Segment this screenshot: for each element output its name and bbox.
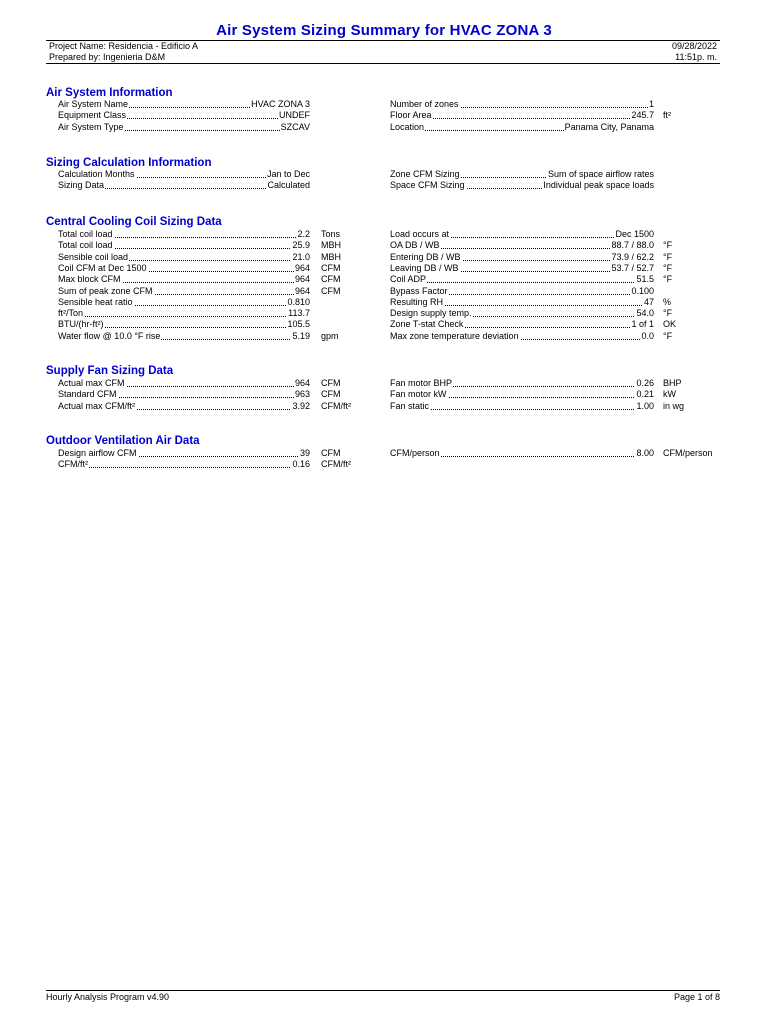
row-label: OA DB / WB xyxy=(390,240,440,251)
row-value: Panama City, Panama xyxy=(564,121,654,132)
data-row xyxy=(390,286,654,297)
row-unit: °F xyxy=(663,330,673,341)
row-value: UNDEF xyxy=(279,110,310,121)
report-title: Air System Sizing Summary for HVAC ZONA 3 xyxy=(216,22,552,39)
leader-dots xyxy=(58,467,310,468)
row-unit: MBH xyxy=(321,251,341,262)
row-value: 39 xyxy=(299,448,310,458)
row-unit: ft² xyxy=(663,110,671,121)
row-label: Equipment Class xyxy=(58,110,127,121)
row-value: 113.7 xyxy=(288,308,310,319)
data-row xyxy=(390,274,654,285)
row-label: Load occurs at xyxy=(390,229,450,239)
section-heading-sizing-calc: Sizing Calculation Information xyxy=(46,157,212,169)
data-row xyxy=(390,319,654,330)
row-label: Coil CFM at Dec 1500 xyxy=(58,262,147,273)
data-row xyxy=(390,240,654,251)
row-unit: CFM xyxy=(321,378,341,388)
data-row xyxy=(58,448,310,459)
row-value: 21.0 xyxy=(292,251,310,262)
row-label: Max zone temperature deviation xyxy=(390,330,519,341)
row-label: Floor Area xyxy=(390,110,432,121)
row-label: Bypass Factor xyxy=(390,285,448,296)
row-value: Dec 1500 xyxy=(615,229,654,239)
row-unit: in wg xyxy=(663,400,685,411)
row-value: 0.100 xyxy=(631,285,654,296)
row-value: Sum of space airflow rates xyxy=(547,169,654,179)
section-heading-cooling-coil: Central Cooling Coil Sizing Data xyxy=(46,216,222,228)
row-value: 47 xyxy=(643,296,654,307)
data-row xyxy=(390,308,654,319)
row-label: Air System Type xyxy=(58,121,124,132)
row-label: Sensible coil load xyxy=(58,251,129,262)
row-label: Fan static xyxy=(390,400,430,411)
row-unit: CFM/person xyxy=(663,448,713,458)
leader-dots xyxy=(58,316,310,317)
data-row xyxy=(390,401,654,412)
data-row xyxy=(58,110,310,121)
row-unit: CFM xyxy=(321,285,341,296)
data-row xyxy=(58,319,310,330)
row-value: 0.0 xyxy=(641,330,654,341)
row-value: 964 xyxy=(294,285,310,296)
row-label: Fan motor kW xyxy=(390,389,447,400)
section-heading-supply-fan: Supply Fan Sizing Data xyxy=(46,365,174,377)
row-unit: CFM xyxy=(321,262,341,273)
data-row xyxy=(58,169,310,180)
row-value: 54.0 xyxy=(636,308,654,319)
data-row xyxy=(390,331,654,342)
data-row xyxy=(390,180,654,191)
data-row xyxy=(58,378,310,389)
row-value: 3.92 xyxy=(292,400,310,411)
report-footer xyxy=(46,990,720,1005)
row-value: 1 of 1 xyxy=(631,319,654,330)
row-value: 8.00 xyxy=(636,448,654,458)
row-label: Water flow @ 10.0 °F rise xyxy=(58,330,161,341)
data-row xyxy=(58,274,310,285)
row-label: Space CFM Sizing xyxy=(390,180,465,191)
data-row xyxy=(58,240,310,251)
row-label: Fan motor BHP xyxy=(390,378,453,388)
row-unit: CFM/ft² xyxy=(321,400,351,411)
row-label: CFM/ft² xyxy=(58,459,88,470)
row-value: HVAC ZONA 3 xyxy=(251,99,310,109)
row-value: 0.21 xyxy=(636,389,654,400)
data-row xyxy=(58,99,310,110)
prepared-by: Prepared by: Ingenieria D&M xyxy=(49,52,166,62)
row-unit: % xyxy=(663,296,672,307)
row-label: BTU/(hr-ft²) xyxy=(58,319,104,330)
row-value: Calculated xyxy=(267,180,310,191)
row-label: Resulting RH xyxy=(390,296,444,307)
row-value: 0.16 xyxy=(292,459,310,470)
row-unit: MBH xyxy=(321,240,341,251)
data-row xyxy=(58,297,310,308)
row-label: Calculation Months xyxy=(58,169,135,179)
row-unit: CFM xyxy=(321,448,341,458)
data-row xyxy=(390,122,654,133)
project-name: Project Name: Residencia - Edificio A xyxy=(49,41,199,51)
data-row xyxy=(58,122,310,133)
row-unit: °F xyxy=(663,274,673,285)
row-label: Zone T-stat Check xyxy=(390,319,464,330)
row-label: Actual max CFM xyxy=(58,378,125,388)
row-unit: kW xyxy=(663,389,676,400)
row-label: Leaving DB / WB xyxy=(390,262,459,273)
row-unit: °F xyxy=(663,262,673,273)
row-unit: gpm xyxy=(321,330,339,341)
row-label: Sizing Data xyxy=(58,180,105,191)
row-value: 2.2 xyxy=(297,229,310,239)
data-row xyxy=(390,99,654,110)
data-row xyxy=(58,459,310,470)
data-row xyxy=(58,401,310,412)
row-unit: CFM xyxy=(321,389,341,400)
row-unit: °F xyxy=(663,251,673,262)
data-row xyxy=(390,229,654,240)
data-row xyxy=(390,448,654,459)
row-value: 1 xyxy=(648,99,654,109)
data-row xyxy=(390,389,654,400)
row-value: 25.9 xyxy=(292,240,310,251)
row-label: Coil ADP xyxy=(390,274,427,285)
row-label: Entering DB / WB xyxy=(390,251,461,262)
row-value: 1.00 xyxy=(636,400,654,411)
row-value: 53.7 / 52.7 xyxy=(611,262,654,273)
row-value: SZCAV xyxy=(280,121,310,132)
row-label: Total coil load xyxy=(58,229,113,239)
row-unit: BHP xyxy=(663,378,682,388)
row-label: Sensible heat ratio xyxy=(58,296,133,307)
row-value: 105.5 xyxy=(287,319,310,330)
row-label: Design supply temp. xyxy=(390,308,472,319)
data-row xyxy=(58,286,310,297)
data-row xyxy=(390,169,654,180)
row-unit: °F xyxy=(663,308,673,319)
row-value: 964 xyxy=(294,378,310,388)
report-header xyxy=(46,40,720,64)
row-value: 0.810 xyxy=(287,296,310,307)
row-label: Total coil load xyxy=(58,240,113,251)
data-row xyxy=(390,263,654,274)
row-value: 964 xyxy=(294,262,310,273)
row-value: Individual peak space loads xyxy=(543,180,654,191)
row-value: 963 xyxy=(294,389,310,400)
section-heading-air-system-info: Air System Information xyxy=(46,87,173,99)
row-value: 88.7 / 88.0 xyxy=(611,240,654,251)
row-label: Design airflow CFM xyxy=(58,448,137,458)
row-value: 245.7 xyxy=(631,110,654,121)
row-value: 51.5 xyxy=(636,274,654,285)
page-number: Page 1 of 8 xyxy=(673,992,720,1002)
data-row xyxy=(58,229,310,240)
section-heading-outdoor-vent: Outdoor Ventilation Air Data xyxy=(46,435,200,447)
row-unit: OK xyxy=(663,319,677,330)
data-row xyxy=(58,331,310,342)
row-label: Location xyxy=(390,121,425,132)
row-label: Standard CFM xyxy=(58,389,117,400)
row-label: Air System Name xyxy=(58,99,129,109)
row-value: 964 xyxy=(294,274,310,285)
data-row xyxy=(390,252,654,263)
report-date: 09/28/2022 xyxy=(671,41,717,51)
program-name: Hourly Analysis Program v4.90 xyxy=(46,992,170,1002)
row-value: 73.9 / 62.2 xyxy=(611,251,654,262)
data-row xyxy=(390,378,654,389)
data-row xyxy=(58,252,310,263)
row-label: Actual max CFM/ft² xyxy=(58,400,136,411)
row-label: Zone CFM Sizing xyxy=(390,169,460,179)
data-row xyxy=(390,110,654,121)
row-unit: CFM/ft² xyxy=(321,459,351,470)
row-label: Sum of peak zone CFM xyxy=(58,285,153,296)
data-row xyxy=(58,308,310,319)
row-value: Jan to Dec xyxy=(266,169,310,179)
row-label: CFM/person xyxy=(390,448,440,458)
leader-dots xyxy=(390,282,654,283)
row-label: Number of zones xyxy=(390,99,459,109)
report-time: 11:51p. m. xyxy=(675,52,717,62)
row-unit: Tons xyxy=(321,229,341,239)
row-label: ft²/Ton xyxy=(58,308,84,319)
data-row xyxy=(390,297,654,308)
row-unit: CFM xyxy=(321,274,341,285)
row-label: Max block CFM xyxy=(58,274,121,285)
row-unit: °F xyxy=(663,240,673,251)
data-row xyxy=(58,180,310,191)
row-value: 0.26 xyxy=(636,378,654,388)
data-row xyxy=(58,263,310,274)
row-value: 5.19 xyxy=(292,330,310,341)
data-row xyxy=(58,389,310,400)
